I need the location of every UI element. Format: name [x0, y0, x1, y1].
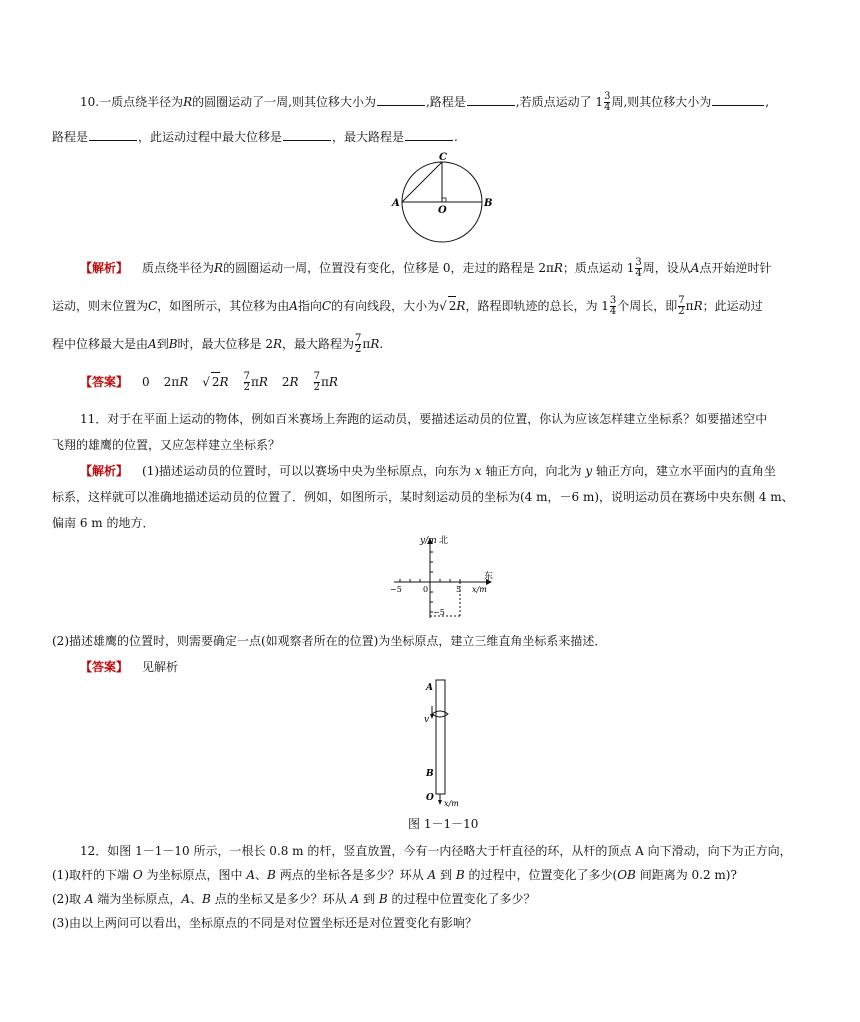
q11-line2: 飞翔的雄鹰的位置，又应怎样建立坐标系？ — [52, 438, 281, 452]
denominator: 2 — [678, 306, 685, 317]
denominator: 2 — [355, 344, 362, 355]
q10-answer: 【答案】 0 2πR √ 2R $\frac{7}{2}$ πR 2R $\frac{7}{2}$ πR — [80, 371, 338, 393]
text: 的圆圈运动一周，位置没有变化，位移是 0，走过的路程是 2π — [223, 261, 554, 275]
tick-label-yneg5: −5 — [433, 608, 445, 617]
var-A: A — [181, 892, 191, 906]
blank[interactable] — [712, 93, 764, 106]
text: 的圆圈运动了一周,则其位移大小为 — [192, 95, 376, 109]
var-A: A — [690, 261, 700, 275]
denominator: 4 — [604, 102, 611, 113]
var-R: R — [179, 375, 189, 389]
blank[interactable] — [405, 128, 453, 141]
q10-analysis-line2: 运动，则末位置为C，如图所示，其位移为由A指向C的有向线段，大小为√ 2R，路程即轨迹的总长，为 1 $\frac{3}{4}$ 个周长，即 $\frac{7}{2}$ πR；此运动过 — [52, 295, 763, 317]
var-OB: OB — [617, 868, 636, 882]
var-R: R — [258, 375, 268, 389]
label-A: A — [392, 198, 400, 209]
x-label: x/m — [444, 799, 459, 808]
tick-label-neg5: −5 — [390, 585, 402, 594]
v-arrow-head — [430, 714, 434, 719]
text: 间距离为 0.2 m)? — [639, 868, 737, 882]
rod-figure — [420, 676, 480, 812]
q11-answer — [80, 658, 178, 676]
q10-analysis-line1 — [80, 258, 771, 279]
text: 轴正方向，向北为 — [485, 464, 582, 478]
analysis-tag: 【解析】 — [80, 261, 129, 275]
q12-line3 — [52, 890, 536, 908]
text: ；此运动过 — [702, 299, 763, 313]
east-label: 东 — [484, 572, 494, 582]
text: ，路程即轨迹的总长，为 1 — [465, 299, 609, 313]
text: 程中位移最大是由 — [52, 337, 149, 351]
fraction — [678, 296, 684, 317]
q10-analysis-line3 — [52, 334, 383, 355]
fraction — [604, 92, 610, 113]
text: 、 — [255, 868, 268, 882]
tick-label-0: 0 — [423, 585, 429, 594]
text: (1)取杆的下端 — [52, 868, 129, 882]
var-B: B — [267, 868, 276, 882]
label-O: O — [426, 793, 434, 803]
fraction — [314, 372, 320, 393]
fraction — [244, 372, 250, 393]
q10-line1 — [80, 92, 769, 113]
fraction — [635, 258, 641, 279]
var-R: R — [693, 299, 703, 313]
answer-2: 2 — [211, 372, 220, 391]
answer-tag: 【答案】 — [80, 660, 129, 674]
label-v: v — [424, 715, 430, 725]
var-x: x — [474, 464, 482, 478]
text: ，最大路程为 — [282, 337, 355, 351]
text: 周,则其位移大小为 — [611, 95, 712, 109]
answer-0: 0 — [142, 375, 150, 389]
numerator: 7 — [243, 371, 250, 382]
sqrt-2: 2 — [448, 296, 457, 315]
var-B: B — [455, 868, 465, 882]
tick-label-5: 5 — [456, 585, 462, 594]
q10-line2 — [52, 128, 458, 146]
blank[interactable] — [283, 128, 331, 141]
text: 个周长，即 — [617, 299, 678, 313]
label-O: O — [438, 205, 447, 216]
var-y: y — [585, 464, 593, 478]
fraction — [610, 296, 616, 317]
text: 到 — [440, 868, 453, 882]
label-B: B — [426, 769, 434, 779]
text: ,路程是 — [425, 95, 466, 109]
var-B: B — [202, 892, 211, 906]
y-label: y/m — [420, 536, 437, 546]
text: 质点绕半径为 — [142, 261, 215, 275]
q11-analysis-line3: 偏南 6 m 的地方． — [52, 516, 155, 530]
text: 轴正方向，建立水平面内的直角坐 — [595, 464, 776, 478]
answer-1: 2π — [163, 375, 180, 389]
q12-line2 — [52, 866, 737, 884]
blank[interactable] — [89, 128, 137, 141]
var-C: C — [148, 299, 158, 313]
text: 指向 — [297, 299, 322, 313]
answer-5: π — [320, 375, 329, 389]
var-A: A — [148, 337, 157, 351]
label-C: C — [439, 152, 447, 163]
text: ，最大路程是 — [332, 130, 405, 144]
text: 时，最大位移是 2 — [177, 337, 273, 351]
var-R: R — [456, 299, 466, 313]
text: ；质点运动 1 — [562, 261, 635, 275]
text: (2)取 — [52, 892, 81, 906]
text: 到 — [363, 892, 376, 906]
text: 运动，则末位置为 — [52, 299, 149, 313]
answer-3: π — [250, 375, 259, 389]
text: (1)描述运动员的位置时，可以以赛场中央为坐标原点，向东为 — [142, 464, 472, 478]
text: 点开始逆时针 — [699, 261, 772, 275]
denominator: 2 — [313, 382, 320, 393]
numerator: 7 — [355, 333, 362, 344]
label-B: B — [484, 198, 493, 209]
var-C: C — [321, 299, 332, 313]
denominator: 4 — [609, 306, 617, 317]
analysis-tag: 【解析】 — [80, 464, 129, 478]
text: 路程是 — [52, 130, 89, 144]
circle-figure — [390, 150, 500, 250]
text: 的有向线段，大小为 — [331, 299, 440, 313]
var-A: A — [289, 299, 298, 313]
text: , — [765, 95, 770, 109]
fraction — [355, 334, 361, 355]
text: π — [685, 299, 694, 313]
var-R: R — [370, 337, 380, 351]
var-R: R — [289, 375, 299, 389]
text: . — [454, 130, 458, 144]
text: π — [362, 337, 371, 351]
figure-caption: 图 1－1－10 — [408, 817, 479, 831]
text: 的过程中位置变化了多少？ — [391, 892, 536, 906]
text: 周，设从 — [642, 261, 691, 275]
text: 10.一质点绕半径为 — [80, 95, 184, 109]
right-angle-mark — [442, 198, 446, 202]
q12-line1: 12．如图 1－1－10 所示，一根长 0.8 m 的杆，竖直放置，今有一内径略大于杆直径的环，从杆的顶点 A 向下滑动，向下为正方向， — [80, 844, 792, 858]
text: 点的坐标又是多少？环从 — [214, 892, 347, 906]
text: 为坐标原点，图中 — [146, 868, 243, 882]
var-R: R — [219, 375, 229, 389]
var-R: R — [553, 261, 563, 275]
x-label: x/m — [472, 585, 487, 594]
chord-AC — [402, 162, 442, 202]
answer-4: 2 — [281, 375, 290, 389]
var-B: B — [168, 337, 178, 351]
text: . — [379, 337, 384, 351]
q11-analysis-line2: 标系，这样就可以准确地描述运动员的位置了．例如，如图所示，某时刻运动员的坐标为(4 m，－6 m)，说明运动员在赛场中央东侧 4 m、 — [52, 490, 794, 504]
numerator: 7 — [313, 371, 320, 382]
denominator: 2 — [243, 382, 250, 393]
numerator: 7 — [678, 295, 685, 306]
rod — [436, 680, 445, 794]
text: ,若质点运动了 1 — [515, 95, 604, 109]
blank[interactable] — [467, 93, 515, 106]
numerator: 3 — [609, 295, 617, 306]
numerator: 3 — [635, 257, 642, 268]
text: ，如图所示，其位移为由 — [157, 299, 290, 313]
var-R: R — [214, 261, 224, 275]
blank[interactable] — [377, 93, 425, 106]
x-arrow — [438, 800, 442, 805]
answer-tag: 【答案】 — [80, 375, 129, 389]
north-label: 北 — [439, 536, 449, 546]
q11-analysis-line4: (2)描述雄鹰的位置时，则需要确定一点(如观察者所在的位置)为坐标原点，建立三维直角坐标系来描述． — [52, 634, 607, 648]
var-A: A — [246, 868, 256, 882]
var-A: A — [84, 892, 94, 906]
q12-line4: (3)由以上两问可以看出，坐标原点的不同是对位置坐标还是对位置变化有影响？ — [52, 916, 478, 930]
text: 到 — [156, 337, 169, 351]
q11-line1: 11．对于在平面上运动的物体，例如百米赛场上奔跑的运动员，要描述运动员的位置，你认为应该怎样建立坐标系？如要描述空中 — [80, 412, 768, 426]
q11-analysis-line1 — [80, 462, 776, 480]
var-O: O — [132, 868, 143, 882]
var-A: A — [350, 892, 360, 906]
var-A: A — [427, 868, 437, 882]
numerator: 3 — [604, 91, 611, 102]
var-R: R — [328, 375, 338, 389]
var-R: R — [272, 337, 283, 351]
text: 端为坐标原点， — [97, 892, 182, 906]
axes-figure — [388, 534, 498, 624]
text: 的过程中，位置变化了多少( — [468, 868, 618, 882]
text: 两点的坐标各是多少？环从 — [279, 868, 424, 882]
text: ，此运动过程中最大位移是 — [138, 130, 283, 144]
var-B: B — [378, 892, 388, 906]
denominator: 4 — [635, 268, 642, 279]
text: 、 — [190, 892, 203, 906]
var-R: R — [183, 95, 193, 109]
answer-text: 见解析 — [142, 660, 179, 674]
ring — [432, 711, 448, 717]
label-A: A — [426, 683, 433, 693]
